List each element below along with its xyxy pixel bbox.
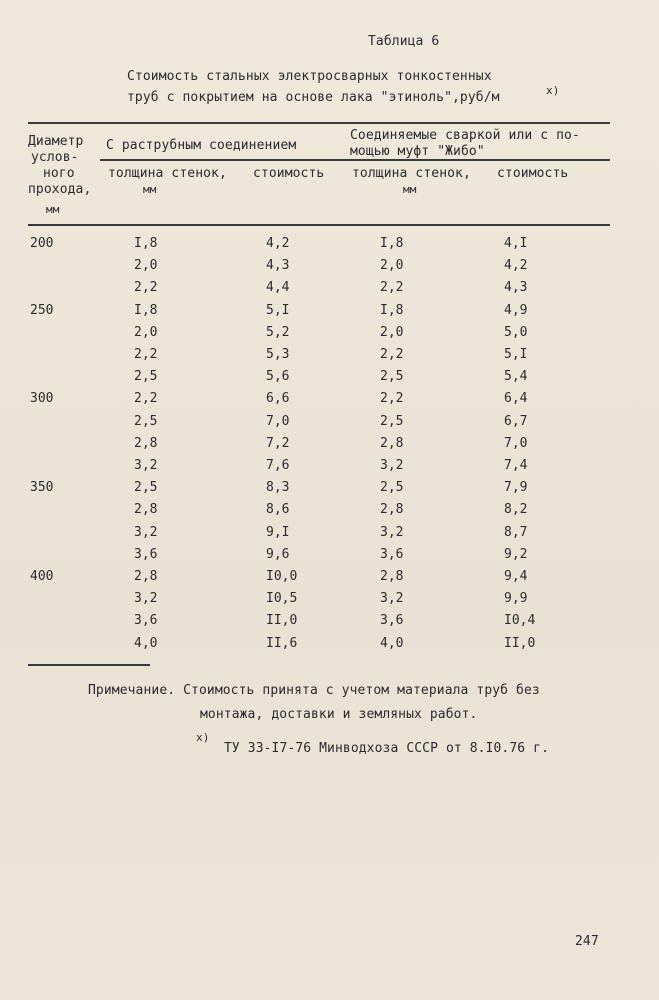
header-diameter-1: Диаметр <box>28 134 84 149</box>
cell-cost-2: 6,4 <box>504 391 528 407</box>
cell-thickness-1: 2,2 <box>134 347 158 362</box>
cell-cost-2: 5,0 <box>504 324 528 340</box>
cell-thickness-1: 2,5 <box>134 413 158 429</box>
cell-thickness-1: 2,5 <box>134 369 158 385</box>
cell-diameter: 200 <box>30 236 54 251</box>
cell-thickness-2: I,8 <box>380 302 404 318</box>
cell-thickness-1: 2,8 <box>134 502 158 518</box>
cell-thickness-1: 3,2 <box>134 524 158 540</box>
cell-cost-1: 4,2 <box>266 236 290 251</box>
cell-cost-1: 8,3 <box>266 480 290 496</box>
cell-thickness-1: 2,2 <box>134 391 158 407</box>
header-diameter-3: ного <box>43 166 75 181</box>
cell-diameter: 400 <box>30 569 54 584</box>
header-group-welded-2: мощью муфт "Жибо" <box>350 144 485 159</box>
header-thickness-unit-1: мм <box>143 183 157 196</box>
cell-cost-2: 4,3 <box>504 280 528 296</box>
cell-diameter: 250 <box>30 302 54 318</box>
header-bottom-rule <box>28 224 610 226</box>
cell-thickness-1: 3,2 <box>134 591 158 607</box>
cell-thickness-1: 2,0 <box>134 324 158 340</box>
caption-line-1: Стоимость стальных электросварных тонкостенных <box>127 69 492 84</box>
cell-thickness-1: 2,2 <box>134 280 158 296</box>
cell-thickness-2: 2,0 <box>380 324 404 340</box>
cell-cost-1: 5,3 <box>266 347 290 362</box>
table-top-rule <box>28 122 610 124</box>
cell-cost-2: 5,I <box>504 347 528 362</box>
header-diameter-5: мм <box>46 203 60 216</box>
cell-cost-1: II,6 <box>266 635 298 651</box>
cell-cost-1: 5,I <box>266 302 290 318</box>
caption-footnote-mark: х) <box>546 84 560 97</box>
header-group-raster: С раструбным соединением <box>106 138 297 153</box>
cell-cost-1: 8,6 <box>266 502 290 518</box>
cell-thickness-1: 2,8 <box>134 569 158 584</box>
cell-thickness-2: 2,5 <box>380 480 404 496</box>
cell-cost-1: 7,0 <box>266 413 290 429</box>
cell-cost-1: I0,5 <box>266 591 298 607</box>
cell-thickness-2: 3,6 <box>380 546 404 562</box>
cell-cost-2: 7,9 <box>504 480 528 496</box>
cell-cost-1: 4,4 <box>266 280 290 296</box>
cell-thickness-2: 2,8 <box>380 569 404 584</box>
footnote-text: ТУ 33-I7-76 Минводхоза СССР от 8.I0.76 г. <box>224 741 549 756</box>
cell-diameter: 350 <box>30 480 54 496</box>
caption-line-2: труб с покрытием на основе лака "этиноль",руб/м <box>127 90 500 105</box>
cell-thickness-2: 2,5 <box>380 413 404 429</box>
cell-diameter: 300 <box>30 391 54 407</box>
cell-cost-2: I0,4 <box>504 613 536 629</box>
header-mid-rule <box>100 159 610 161</box>
note-line-1: Примечание. Стоимость принята с учетом материала труб без <box>88 683 540 698</box>
cell-cost-2: 8,7 <box>504 524 528 540</box>
cell-cost-2: 4,I <box>504 236 528 251</box>
cell-cost-2: 6,7 <box>504 413 528 429</box>
cell-thickness-1: 2,8 <box>134 435 158 451</box>
header-diameter-2: услов- <box>31 150 79 165</box>
cell-thickness-2: 2,5 <box>380 369 404 385</box>
cell-thickness-1: 2,5 <box>134 480 158 496</box>
header-thickness-1: толщина стенок, <box>108 166 227 181</box>
cell-thickness-1: 3,6 <box>134 613 158 629</box>
cell-thickness-2: 2,2 <box>380 280 404 296</box>
page-number: 247 <box>575 934 599 949</box>
header-diameter-4: прохода, <box>28 182 92 197</box>
cell-cost-1: I0,0 <box>266 569 298 584</box>
header-cost-1: стоимость <box>253 166 325 181</box>
header-group-welded-1: Соединяемые сваркой или с по- <box>350 128 580 143</box>
cell-thickness-1: 3,6 <box>134 546 158 562</box>
cell-thickness-2: 3,2 <box>380 591 404 607</box>
table-bottom-rule <box>28 664 150 666</box>
cell-cost-2: 5,4 <box>504 369 528 385</box>
cell-thickness-1: 2,0 <box>134 258 158 274</box>
cell-cost-1: 9,6 <box>266 546 290 562</box>
cell-cost-1: 7,2 <box>266 435 290 451</box>
cell-cost-1: 5,6 <box>266 369 290 385</box>
note-line-2: монтажа, доставки и земляных работ. <box>200 707 478 722</box>
footnote-mark: х) <box>196 731 210 744</box>
header-cost-2: стоимость <box>497 166 569 181</box>
cell-cost-2: 9,9 <box>504 591 528 607</box>
cell-thickness-2: 3,2 <box>380 524 404 540</box>
cell-thickness-2: 2,8 <box>380 502 404 518</box>
cell-cost-1: II,0 <box>266 613 298 629</box>
cell-cost-2: 7,4 <box>504 458 528 473</box>
cell-thickness-2: 3,2 <box>380 458 404 473</box>
cell-cost-2: 7,0 <box>504 435 528 451</box>
cell-cost-1: 7,6 <box>266 458 290 473</box>
cell-cost-2: II,0 <box>504 635 536 651</box>
cell-cost-1: 5,2 <box>266 324 290 340</box>
cell-cost-2: 9,4 <box>504 569 528 584</box>
cell-thickness-2: 4,0 <box>380 635 404 651</box>
cell-cost-1: 9,I <box>266 524 290 540</box>
cell-thickness-2: I,8 <box>380 236 404 251</box>
header-thickness-2: толщина стенок, <box>352 166 471 181</box>
cell-cost-2: 4,2 <box>504 258 528 274</box>
cell-thickness-1: I,8 <box>134 236 158 251</box>
cell-thickness-2: 2,8 <box>380 435 404 451</box>
cell-thickness-2: 3,6 <box>380 613 404 629</box>
header-thickness-unit-2: мм <box>403 183 417 196</box>
cell-cost-2: 8,2 <box>504 502 528 518</box>
cell-thickness-1: 3,2 <box>134 458 158 473</box>
cell-thickness-2: 2,2 <box>380 347 404 362</box>
cell-cost-1: 4,3 <box>266 258 290 274</box>
cell-cost-2: 9,2 <box>504 546 528 562</box>
cell-cost-2: 4,9 <box>504 302 528 318</box>
table-label: Таблица 6 <box>368 34 440 49</box>
cell-thickness-1: I,8 <box>134 302 158 318</box>
cell-thickness-1: 4,0 <box>134 635 158 651</box>
cell-thickness-2: 2,2 <box>380 391 404 407</box>
cell-cost-1: 6,6 <box>266 391 290 407</box>
cell-thickness-2: 2,0 <box>380 258 404 274</box>
